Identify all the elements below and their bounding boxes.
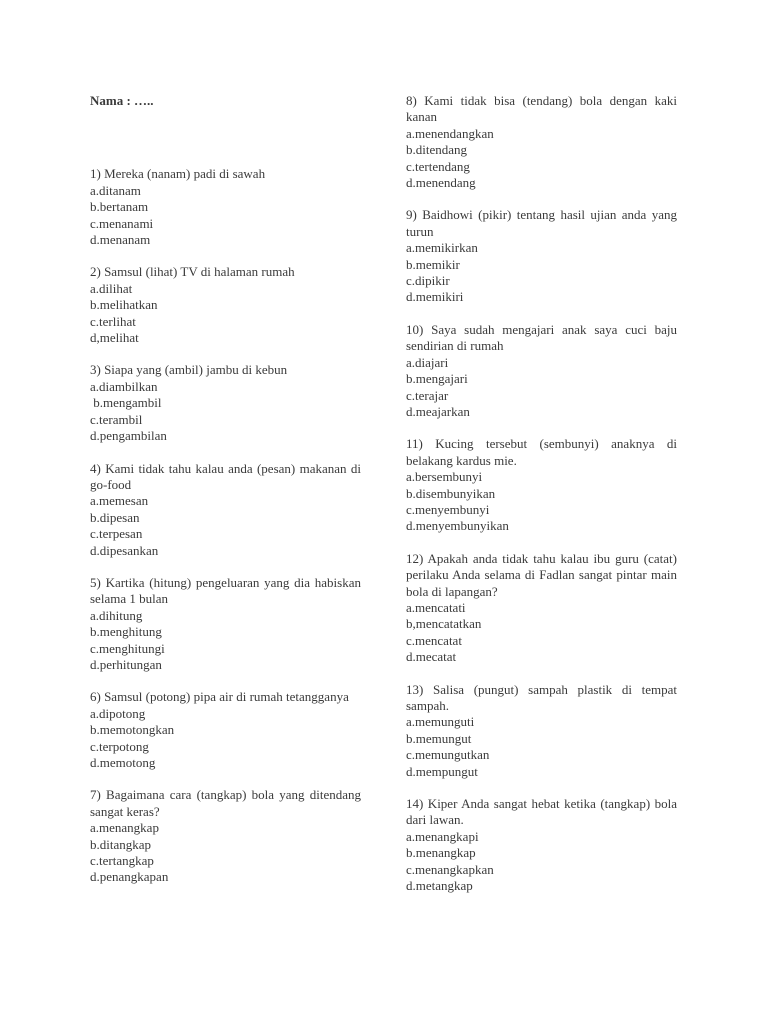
question-9 [406, 207, 677, 305]
option-b: b.disembunyikan [406, 485, 496, 501]
name-field-label: Nama : ….. [90, 93, 154, 108]
option-b: b.ditangkap [90, 836, 152, 852]
question-1 [90, 166, 361, 248]
question-13 [406, 682, 677, 780]
option-d: d.meajarkan [406, 403, 470, 419]
option-c: c.tertangkap [90, 853, 154, 869]
spacer [406, 666, 677, 682]
option-a: a.menangkapi [406, 828, 479, 844]
option-b: b.menangkap [406, 845, 476, 861]
option-d: d.menanam [90, 232, 151, 248]
option-b: b.memotongkan [90, 722, 175, 738]
option-d: d.pengambilan [90, 428, 167, 444]
option-b: b,mencatatkan [406, 616, 482, 632]
option-c: c.tertendang [406, 158, 470, 174]
option-c: c.dipikir [406, 273, 450, 289]
question-12 [406, 551, 677, 666]
spacer [90, 771, 361, 787]
question-6 [90, 689, 361, 771]
question-3 [90, 362, 361, 444]
spacer [406, 306, 677, 322]
question-stem: 4) Kami tidak tahu kalau anda (pesan) makanan di go-food [90, 460, 361, 492]
option-d: d.mempungut [406, 763, 478, 779]
question-2 [90, 264, 361, 346]
question-14 [406, 796, 677, 894]
option-b: b.dipesan [90, 509, 140, 525]
option-c: c.terajar [406, 387, 449, 403]
right-column [406, 93, 677, 894]
question-stem: 1) Mereka (nanam) padi di sawah [90, 166, 266, 182]
option-d: d.menendang [406, 175, 476, 191]
question-stem: 8) Kami tidak bisa (tendang) bola dengan kaki kanan [406, 93, 677, 125]
question-8 [406, 93, 677, 191]
option-a: a.memesan [90, 493, 149, 509]
question-stem: 14) Kiper Anda sangat hebat ketika (tangkap) bola dari lawan. [406, 796, 677, 828]
option-b: b.bertanam [90, 199, 149, 215]
question-4 [90, 461, 361, 559]
option-a: a.menangkap [90, 820, 159, 836]
option-d: d.memikiri [406, 289, 464, 305]
question-stem: 3) Siapa yang (ambil) jambu di kebun [90, 362, 288, 378]
question-stem: 11) Kucing tersebut (sembunyi) anaknya di belakang kardus mie. [406, 436, 677, 468]
spacer [90, 346, 361, 362]
option-c: c.menanami [90, 215, 154, 231]
option-a: a.diajari [406, 354, 449, 370]
option-c: c.menghitungi [90, 640, 165, 656]
option-a: a.ditanam [90, 182, 141, 198]
option-d: d.menyembunyikan [406, 518, 509, 534]
question-stem: 9) Baidhowi (pikir) tentang hasil ujian anda yang turun [406, 207, 677, 239]
option-d: d.mecatat [406, 649, 457, 665]
option-a: a.menendangkan [406, 125, 494, 141]
option-d: d.penangkapan [90, 869, 169, 885]
option-c: c.mencatat [406, 632, 462, 648]
question-stem: 5) Kartika (hitung) pengeluaran yang dia habiskan selama 1 bulan [90, 574, 361, 607]
option-d: d.perhitungan [90, 656, 162, 672]
question-stem: 13) Salisa (pungut) sampah plastik di tempat sampah. [406, 681, 677, 713]
option-c: c.terpesan [90, 526, 143, 542]
option-d: d.dipesankan [90, 542, 159, 558]
option-c: c.terambil [90, 411, 143, 427]
spacer [406, 420, 677, 436]
option-a: a.memunguti [406, 714, 475, 730]
option-a: a.dipotong [90, 705, 146, 721]
spacer [90, 673, 361, 689]
option-c: c.memungutkan [406, 747, 490, 763]
option-d: d,melihat [90, 330, 139, 346]
option-c: c.terlihat [90, 313, 136, 329]
question-stem: 7) Bagaimana cara (tangkap) bola yang ditendang sangat keras? [90, 787, 361, 819]
option-a: a.memikirkan [406, 240, 478, 256]
option-b: b.menghitung [90, 624, 162, 640]
option-a: a.bersembunyi [406, 469, 483, 485]
option-a: a.diambilkan [90, 378, 158, 394]
question-7 [90, 787, 361, 885]
question-5 [90, 575, 361, 673]
option-a: a.mencatati [406, 599, 466, 615]
option-c: c.terpotong [90, 738, 149, 754]
spacer [406, 191, 677, 207]
spacer [90, 248, 361, 264]
option-c: c.menangkapkan [406, 861, 494, 877]
option-d: d.metangkap [406, 878, 473, 894]
option-b: b.mengambil [90, 395, 162, 411]
question-stem: 2) Samsul (lihat) TV di halaman rumah [90, 264, 295, 280]
question-10 [406, 322, 677, 420]
spacer [406, 780, 677, 796]
spacer [90, 445, 361, 461]
option-b: b.memikir [406, 256, 460, 272]
option-b: b.mengajari [406, 371, 468, 387]
option-b: b.melihatkan [90, 297, 158, 313]
option-a: a.dihitung [90, 607, 143, 623]
question-stem: 12) Apakah anda tidak tahu kalau ibu guru (catat) perilaku Anda selama di Fadlan sangat pintar main bola di lapangan? [406, 550, 677, 599]
option-c: c.menyembunyi [406, 501, 490, 517]
option-d: d.memotong [90, 755, 156, 770]
left-column [90, 93, 361, 886]
spacer [90, 559, 361, 575]
option-b: b.ditendang [406, 142, 468, 158]
question-stem: 6) Samsul (potong) pipa air di rumah tetangganya [90, 689, 349, 705]
option-b: b.memungut [406, 730, 472, 746]
spacer [406, 535, 677, 551]
option-a: a.dilihat [90, 280, 133, 296]
question-stem: 10) Saya sudah mengajari anak saya cuci baju sendirian di rumah [406, 321, 677, 354]
question-11 [406, 436, 677, 534]
